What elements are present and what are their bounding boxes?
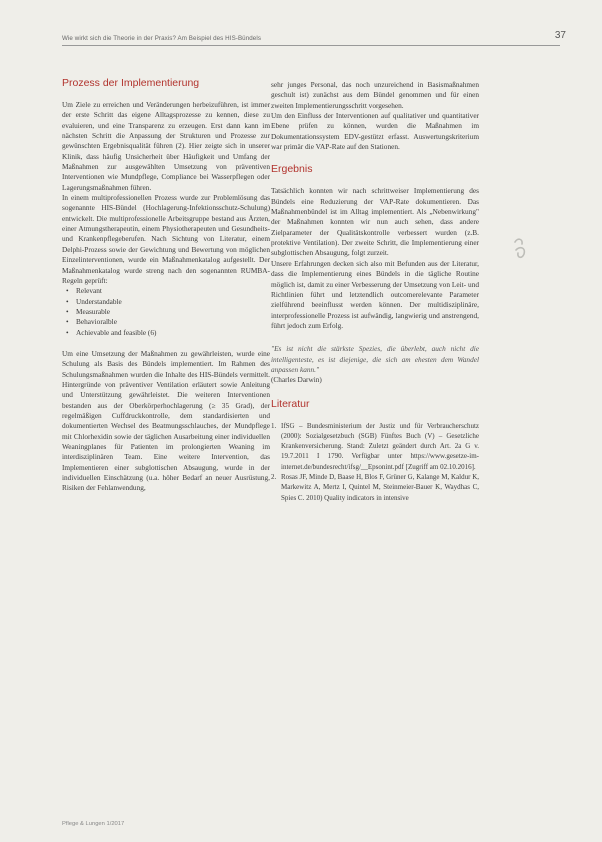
right-column: [271, 80, 479, 503]
reference-text: IfSG – Bundesministerium der Justiz und für Verbraucherschutz (2000): Sozialgesetzbuch (SGB) Fünftes Buch (V) – Gesetzliche Krankenversicherung. Stand: Zuletzt geändert durch Art. 2a G v. 19.7.2011 I 1790. Verfügbar unter https://www.gesetze-im-internet.de/bundesrecht/ifsg/__Epsonint.pdf [Zugriff am 02.10.2016].: [281, 421, 479, 471]
spacer: [271, 331, 479, 342]
paragraph: sehr junges Personal, das noch unzureichend in Basismaßnahmen geschult ist) zunächst aus dem Bündel genommen und für einen zweiten Implementierungsschritt vorgesehen.: [271, 80, 479, 110]
section-heading-literature: Literatur: [271, 397, 310, 410]
list-item: • Relevant: [66, 286, 270, 296]
list-item: • Behavioralble: [66, 317, 270, 327]
paragraph: Um den Einfluss der Interventionen auf qualitativer und quantitativer Ebene prüfen zu können, wurden die Maßnahmen im Dokumentationssystem EDV-gestützt erfasst. Auswertungskriterium war primär die VAP-Rate auf den Stationen.: [271, 111, 479, 152]
header-rule: [62, 45, 560, 46]
reference-item: [271, 421, 479, 472]
paragraph: In einem multiprofessionellen Prozess wurde zur Problemlösung das sogenannte HIS-Bündel (Hochlagerung-Infektionsschutz-Schulung) entwickelt. Die multiprofessionelle Arbeitsgruppe bestand aus Ärzten, einer Atmungstherapeutin, einem Physiotherapeuten und Gesundheits- und Krankenpflegeberufen. Nach Sichtung von Literatur, einem Delphi-Prozess sowie der Gewichtung und Bewertung von möglichen Einzelinterventionen, wurde ein Maßnahmenkatalog aufgestellt. Der Maßnahmenkatalog wurde streng nach den sogenannten RUMBA-Regeln geprüft:: [62, 193, 270, 285]
list-item: • Achievable and feasible (6): [66, 328, 270, 338]
list-item: • Measurable: [66, 307, 270, 317]
reference-item: [271, 472, 479, 503]
reference-text: Rosas JF, Minde D, Baase H, Blos F, Grüner G, Kalange M, Kaldur K, Markewitz A, Mertz I, Quintel M, Steinmeier-Bauer K, Waydhas C, Spies C. 2010) Quality indicators in intensive: [281, 473, 479, 502]
spacer: [62, 338, 270, 349]
paragraph: Um Ziele zu erreichen und Veränderungen herbeizuführen, ist immer der erste Schritt das eigene Alltagsprozesse zu kennen, diese zu evaluieren, und eine Transparenz zu erzeugen. Erst dann kann im nächsten Schritt die Anpassung der Strukturen und Prozesse zur gewünschten Ergebnisqualität führen (2). Hier zeigte sich in unserer Klinik, dass häufig Unsicherheit über Häufigkeit und Umfang der Maßnahmen zur ausgewählten Umsetzung von präventiven Interventionen wie Mundpflege, Compliance bei Wasserpflegen oder Lagerungsmaßnahmen führen.: [62, 100, 270, 192]
section-heading-implementation: Prozess der Implementierung: [62, 77, 200, 89]
darwin-quote: "Es ist nicht die stärkste Spezies, die überlebt, auch nicht die intelligenteste, es ist diejenige, die sich am ehesten dem Wandel anpassen kann.": [271, 344, 479, 374]
left-column: [62, 77, 270, 494]
paragraph: Um eine Umsetzung der Maßnahmen zu gewährleisten, wurde eine Schulung als Basis des Bündels implementiert. Im Rahmen des Schulungsmaßnahmen wurden die Inhalte des HIS-Bündels vermittelt. Hintergründe von präventiver Ventilation erläutert sowie Anleitung und Unterstützung gewährleistet. Die weiteren Interventionen bestanden aus der Oberkörperhochlagerung (≥ 35 Grad), der regelmäßigen Cuffdruckkontrolle, dem standardisierten und dokumentierten Wechsel des Beatmungsschlauches, der Mundpflege mit Chlorhexidin sowie der täglichen Ausarbeitung einer individuellen Weaningplanes für Patienten im prolongierten Weaning im interdisziplinären Team. Eine weitere Intervention, das Implementieren einer subglottischen Absaugung, wurde in der individuellen Einschätzung (u.a. höher Bedarf an neuer Ausrüstung, Risiken der Fehlanwendung,: [62, 348, 270, 493]
pen-mark-icon: [511, 236, 531, 262]
page-number: 37: [554, 30, 566, 41]
quote-author: (Charles Darwin): [271, 375, 322, 385]
paragraph: Tatsächlich konnten wir nach schrittweiser Implementierung des Bündels eine Reduzierung der VAP-Rate dokumentieren. Das Maßnahmenbündel ist im Alltag implementiert. Als „Nebenwirkung" der Maßnahmen konnten wir nun auch sehen, dass andere Zielparameter der Qualitätskontrolle verbessert wurden (z.B. protektive Ventilation). Der zweite Schritt, die Implementierung einer subglottischen Absaugung, folgt zurzeit.: [271, 186, 479, 258]
spacer: [271, 152, 479, 163]
reference-list: [271, 421, 479, 503]
reference-number: 1.: [271, 421, 277, 430]
paragraph: Unsere Erfahrungen decken sich also mit Befunden aus der Literatur, dass die Implementierung eines Bündels in die tägliche Routine möglich ist, damit zu einer Verbesserung der Umsetzung von Leit- und Richtlinien führt und letztendlich outcomerelevante Parameter zielführend beeinflusst werden können. Der multidisziplinäre, interprofessionelle Prozess ist aufwändig, langwierig und anstrengend, führt jedoch zum Erfolg.: [271, 258, 479, 330]
section-heading-results: Ergebnis: [271, 163, 313, 176]
reference-number: 2.: [271, 473, 277, 482]
running-header: Wie wirkt sich die Theorie in der Praxis? Am Beispiel des HIS-Bündels: [62, 35, 262, 42]
rumba-criteria-list: [62, 286, 270, 338]
list-item: • Understandable: [66, 297, 270, 307]
footer-journal: Pflege & Lungen 1/2017: [62, 821, 125, 827]
